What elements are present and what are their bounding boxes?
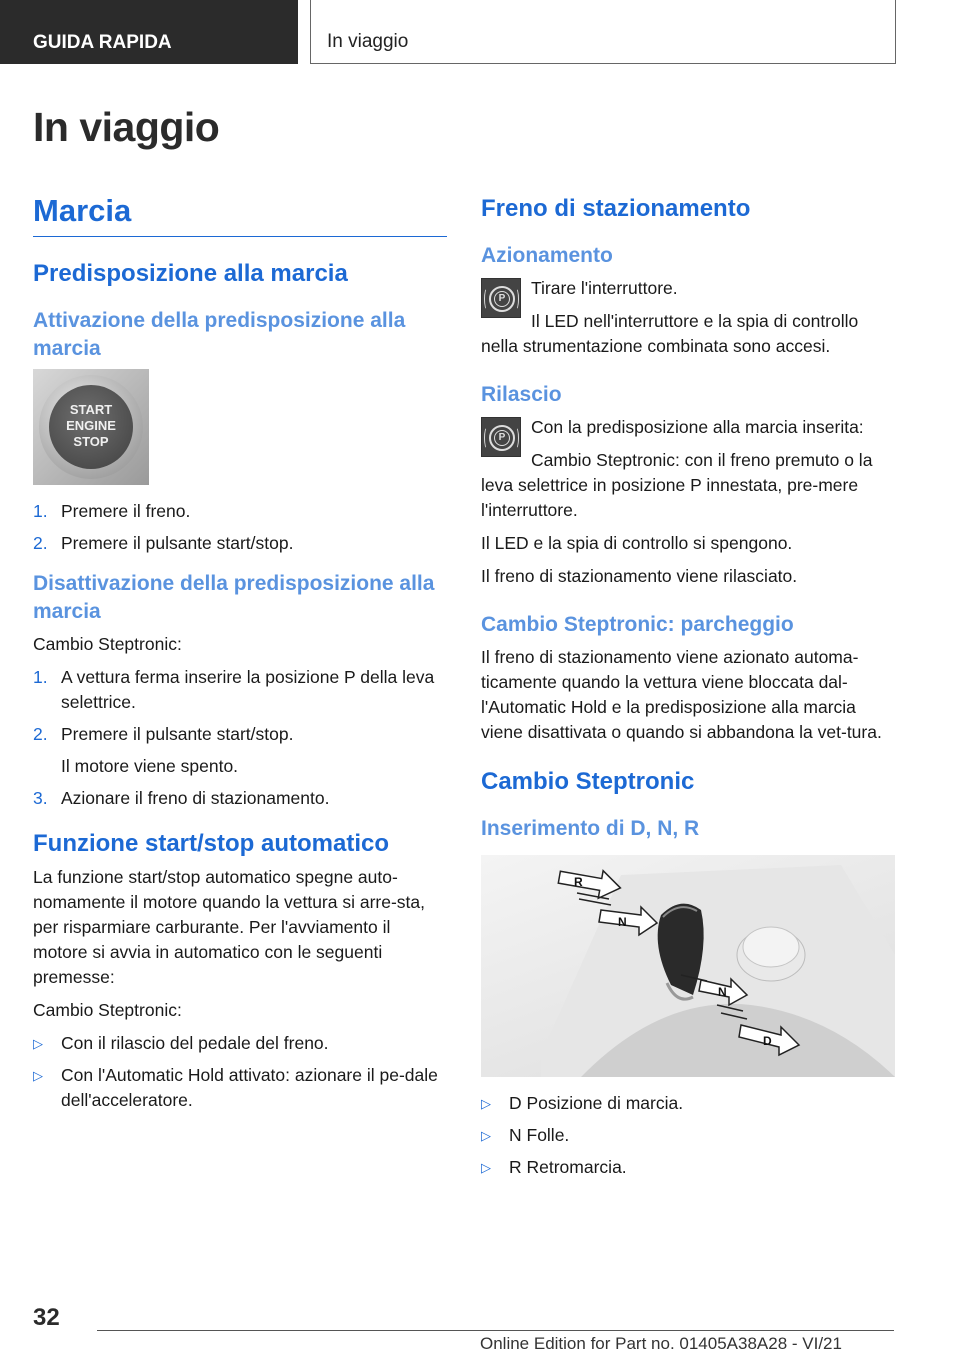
list-item: ▷ Con il rilascio del pedale del freno. xyxy=(33,1031,447,1056)
chapter-label: In viaggio xyxy=(327,31,409,52)
azionamento-heading: Azionamento xyxy=(481,244,613,267)
parking-brake-icon: P xyxy=(481,278,521,318)
rilascio-text-1: Con la predisposizione alla marcia inserita: xyxy=(531,417,864,437)
gear-label: D xyxy=(763,1034,772,1048)
footer-divider xyxy=(97,1330,894,1331)
inserimento-heading: Inserimento di D, N, R xyxy=(481,817,700,840)
triangle-bullet-icon: ▷ xyxy=(33,1036,43,1051)
disattivazione-heading: Disattivazione della predisposizione alla marcia xyxy=(33,572,435,623)
start-button-label: START ENGINE STOP xyxy=(49,385,133,469)
attivazione-steps xyxy=(33,499,447,556)
gear-label: R xyxy=(574,875,583,889)
left-column xyxy=(33,190,447,1120)
rilascio-heading: Rilascio xyxy=(481,383,562,406)
marcia-heading: Marcia xyxy=(33,190,447,237)
list-item: ▷ D Posizione di marcia. xyxy=(481,1091,895,1116)
start-engine-stop-button-image xyxy=(33,369,149,485)
gear-label: N xyxy=(618,915,627,929)
startstop-bullets xyxy=(33,1031,447,1113)
startstop-intro: Cambio Steptronic: xyxy=(33,1000,182,1020)
triangle-bullet-icon: ▷ xyxy=(33,1068,43,1083)
azionamento-text-1: Tirare l'interruttore. xyxy=(531,278,678,298)
attivazione-heading: Attivazione della predisposizione alla marcia xyxy=(33,309,406,360)
section-label: GUIDA RAPIDA xyxy=(33,32,172,53)
predisposizione-heading: Predisposizione alla marcia xyxy=(33,260,348,287)
startstop-text: La funzione start/stop automatico spegne auto-nomamente il motore quando la vettura si arre-sta, per risparmiare carburante. Per l'avviamento il motore si avvia in automatico con le seguenti premesse: xyxy=(33,867,425,987)
parcheggio-text: Il freno di stazionamento viene azionato automa-ticamente quando la vettura viene bloccata dal-l'Automatic Hold e la predisposizione alla marcia viene disattivata o quando si abbandona la vet-tura. xyxy=(481,647,882,742)
page-number: 32 xyxy=(33,1304,60,1331)
parking-brake-icon: P xyxy=(481,417,521,457)
list-item: 3. Azionare il freno di stazionamento. xyxy=(33,788,330,808)
list-item: ▷ Con l'Automatic Hold attivato: azionare il pe-dale dell'acceleratore. xyxy=(33,1065,438,1110)
freno-heading: Freno di stazionamento xyxy=(481,195,751,222)
triangle-bullet-icon: ▷ xyxy=(481,1096,491,1111)
parcheggio-heading: Cambio Steptronic: parcheggio xyxy=(481,613,794,636)
rilascio-block xyxy=(481,415,895,589)
list-item: 1. Premere il freno. xyxy=(33,501,191,521)
azionamento-block xyxy=(481,276,895,359)
list-item: 2. Premere il pulsante start/stop. Il motore viene spento. xyxy=(33,724,294,776)
rilascio-text-3: Il LED e la spia di controllo si spengono. xyxy=(481,533,793,553)
gear-bullets xyxy=(481,1091,895,1180)
list-item: ▷ R Retromarcia. xyxy=(481,1155,895,1180)
startstop-heading: Funzione start/stop automatico xyxy=(33,830,390,857)
list-item: ▷ N Folle. xyxy=(481,1123,895,1148)
steptronic-heading: Cambio Steptronic xyxy=(481,768,695,795)
triangle-bullet-icon: ▷ xyxy=(481,1128,491,1143)
rilascio-text-2: Cambio Steptronic: con il freno premuto o la leva selettrice in posizione P innestata, pre-mere l'interruttore. xyxy=(481,450,873,520)
list-item: 2. Premere il pulsante start/stop. xyxy=(33,533,294,553)
gear-label: N xyxy=(718,985,727,999)
triangle-bullet-icon: ▷ xyxy=(481,1160,491,1175)
rilascio-text-4: Il freno di stazionamento viene rilasciato. xyxy=(481,566,798,586)
right-column xyxy=(481,190,895,1187)
disattivazione-steps xyxy=(33,665,447,811)
chapter-tab xyxy=(310,0,896,64)
edition-text: Online Edition for Part no. 01405A38A28 - VI/21 xyxy=(480,1334,842,1353)
gear-selector-illustration xyxy=(481,855,895,1077)
gear-selector-image xyxy=(481,855,895,1077)
page-title: In viaggio xyxy=(33,104,220,150)
section-tab xyxy=(0,0,298,64)
disattivazione-intro: Cambio Steptronic: xyxy=(33,634,182,654)
list-item: 1. A vettura ferma inserire la posizione P della leva selettrice. xyxy=(33,667,435,712)
azionamento-text-2: Il LED nell'interruttore e la spia di controllo nella strumentazione combinata sono accesi. xyxy=(481,311,859,356)
